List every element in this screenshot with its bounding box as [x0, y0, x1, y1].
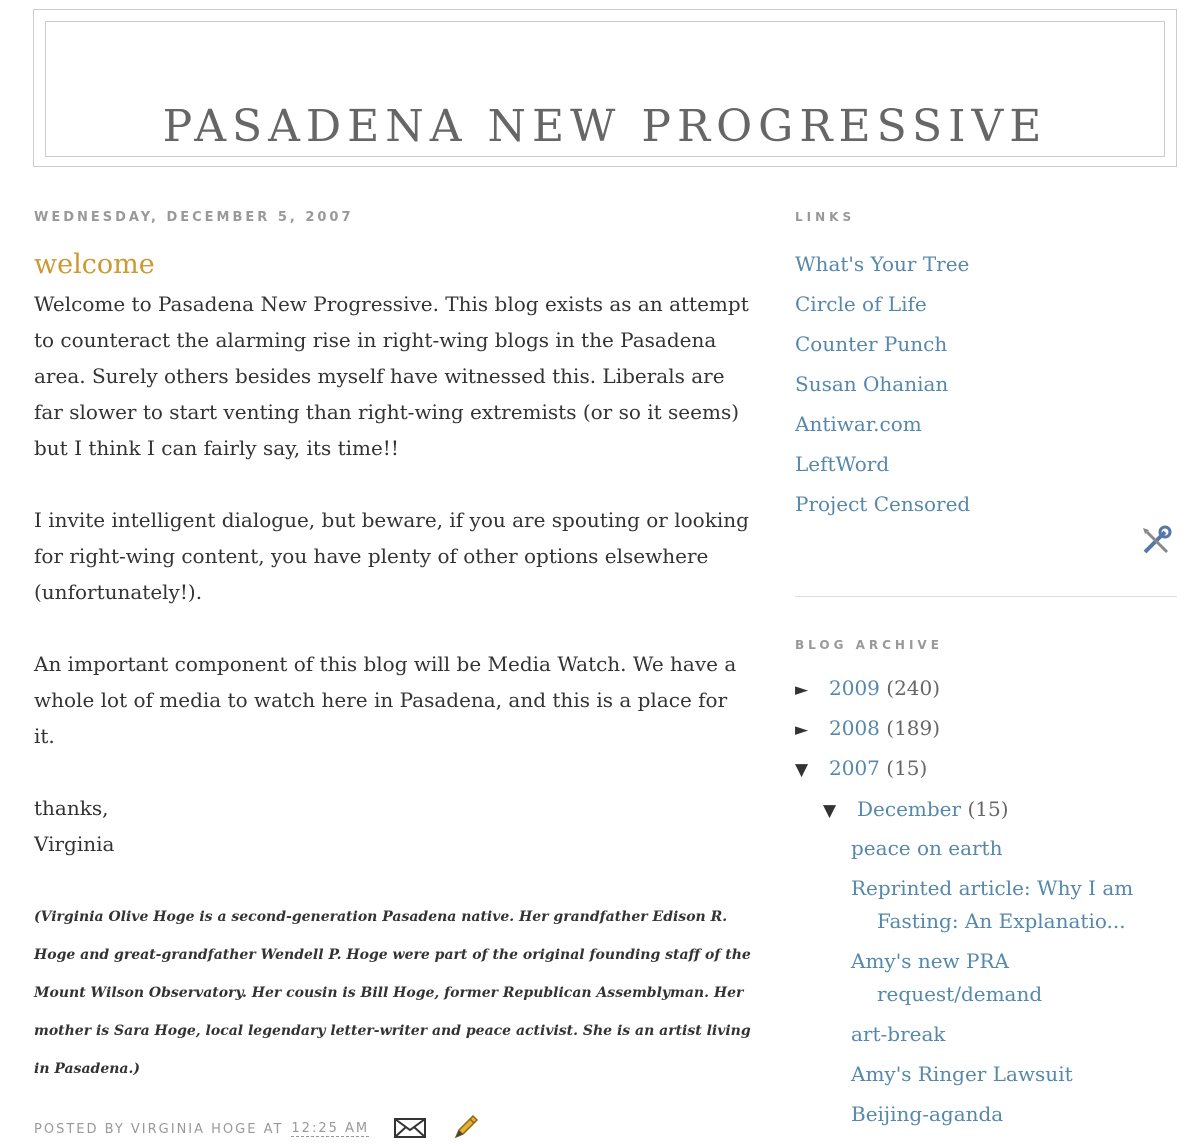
link-counter-punch[interactable]: Counter Punch [795, 332, 948, 356]
archive-count: (240) [886, 676, 941, 700]
archive-count: (15) [886, 756, 928, 780]
post-footer [34, 1112, 754, 1146]
archive-post-link[interactable]: art-break [851, 1022, 946, 1046]
author-bio: (Virginia Olive Hoge is a second-generation Pasadena native. Her grandfather Edison R. Hoge and great-grandfather Wendell P. Hoge were part of the original founding staff of the Mount Wilson Observatory. Her cousin is Bill Hoge, former Republican Assemblyman. Her mother is Sara Hoge, local legendary letter-writer and peace activist. She is an artist living in Pasadena.) [34, 909, 751, 1077]
list-item [851, 1098, 1177, 1131]
link-item [795, 244, 1177, 284]
link-whats-your-tree[interactable]: What's Your Tree [795, 252, 970, 276]
list-item [851, 1058, 1177, 1091]
link-item [795, 404, 1177, 444]
blog-header [33, 9, 1177, 167]
post-paragraph-3: An important component of this blog will be Media Watch. We have a whole lot of media to watch here in Pasadena, and this is a place for it. [34, 652, 737, 748]
post-body [34, 286, 754, 1088]
posted-by-label: POSTED BY VIRGINIA HOGE AT [34, 1121, 284, 1137]
archive-post-link[interactable]: Amy's Ringer Lawsuit [851, 1062, 1073, 1086]
main-column [34, 210, 754, 1146]
archive-year-link[interactable]: 2009 [829, 676, 880, 700]
signature-text: Virginia [34, 832, 115, 856]
list-item [851, 832, 1177, 865]
collapse-arrow-icon[interactable]: ▼ [795, 760, 809, 780]
blog-title[interactable]: PASADENA NEW PROGRESSIVE [162, 101, 1048, 153]
link-project-censored[interactable]: Project Censored [795, 492, 971, 516]
edit-post-pencil-icon[interactable] [451, 1112, 481, 1146]
blog-header-inner [45, 21, 1165, 157]
post-date: WEDNESDAY, DECEMBER 5, 2007 [34, 210, 354, 225]
archive-post-link[interactable]: Reprinted article: Why I am Fasting: An Explanatio... [851, 876, 1134, 933]
link-leftword[interactable]: LeftWord [795, 452, 890, 476]
post-title[interactable]: welcome [34, 249, 155, 280]
list-item [851, 872, 1177, 938]
archive-post-link[interactable]: Beijing-aganda [851, 1102, 1004, 1126]
post-paragraph-2: I invite intelligent dialogue, but beware, if you are spouting or looking for right-wing content, you have plenty of other options elsewhere (unfortunately!). [34, 508, 749, 604]
post-timestamp-link[interactable]: 12:25 AM [291, 1121, 370, 1136]
archive-list [795, 668, 1177, 1131]
link-item [795, 444, 1177, 484]
archive-posts [823, 832, 1177, 1131]
expand-arrow-icon[interactable]: ► [795, 680, 809, 700]
post-paragraph-1: Welcome to Pasadena New Progressive. This blog exists as an attempt to counteract the alarming rise in right-wing blogs in the Pasadena area. Surely others besides myself have witnessed this. Liberals are far slower to start venting than right-wing extremists (or so it seems) but I think I can fairly say, its time!! [34, 292, 749, 460]
archive-year-2007 [795, 748, 1177, 1131]
quick-edit-tools-icon[interactable] [1139, 524, 1173, 562]
blog-archive [795, 638, 1177, 1138]
sidebar [795, 210, 1177, 1126]
links-list [795, 244, 1177, 524]
sidebar-divider [795, 596, 1177, 597]
list-item [851, 1018, 1177, 1051]
link-circle-of-life[interactable]: Circle of Life [795, 292, 927, 316]
list-item [851, 945, 1177, 1011]
post-signoff [34, 790, 754, 862]
archive-post-link[interactable]: Amy's new PRA request/demand [851, 949, 1043, 1006]
archive-year-link[interactable]: 2007 [829, 756, 880, 780]
archive-year-2008 [795, 708, 1177, 748]
signoff-text: thanks, [34, 796, 109, 820]
link-item [795, 364, 1177, 404]
archive-month-link[interactable]: December [857, 797, 962, 821]
archive-months [795, 788, 1177, 1131]
archive-year-link[interactable]: 2008 [829, 716, 880, 740]
link-antiwar[interactable]: Antiwar.com [795, 412, 922, 436]
link-item [795, 484, 1177, 524]
link-susan-ohanian[interactable]: Susan Ohanian [795, 372, 949, 396]
archive-post-link[interactable]: peace on earth [851, 836, 1003, 860]
collapse-arrow-icon[interactable]: ▼ [823, 801, 837, 821]
links-heading: LINKS [795, 210, 856, 224]
email-post-icon[interactable] [393, 1114, 427, 1144]
archive-year-2009 [795, 668, 1177, 708]
archive-month-december [823, 788, 1177, 1131]
link-item [795, 324, 1177, 364]
archive-count: (15) [967, 797, 1009, 821]
archive-heading: BLOG ARCHIVE [795, 638, 943, 652]
expand-arrow-icon[interactable]: ► [795, 720, 809, 740]
archive-count: (189) [886, 716, 941, 740]
link-item [795, 284, 1177, 324]
